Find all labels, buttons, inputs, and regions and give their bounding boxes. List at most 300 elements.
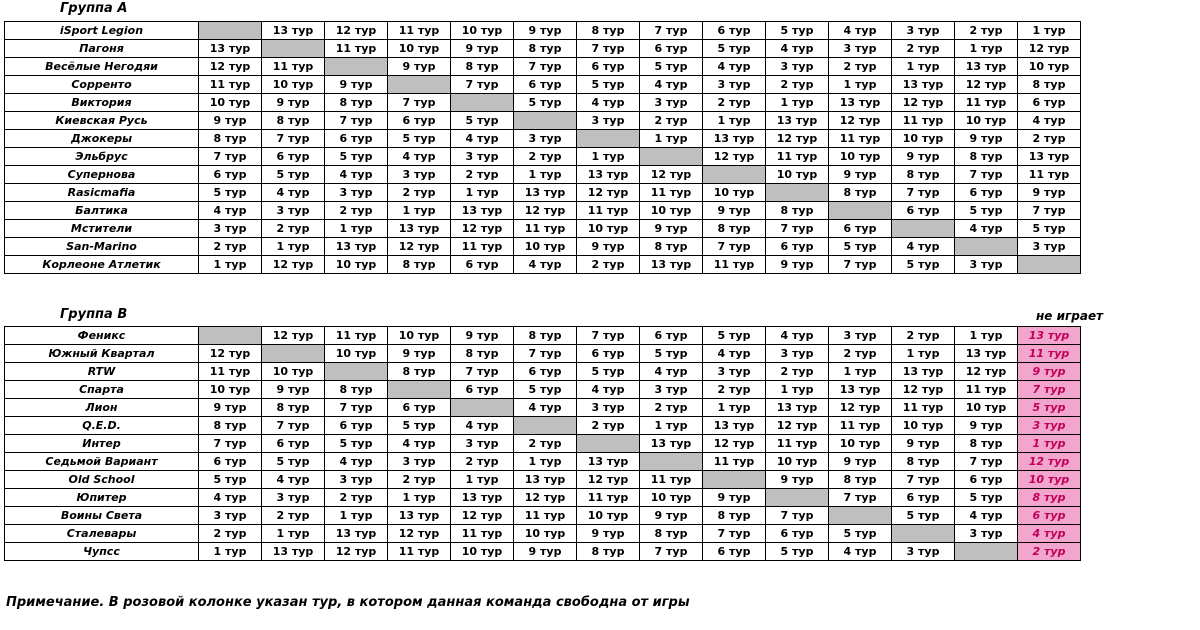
- round-cell: 11 тур: [388, 543, 451, 561]
- round-cell: 8 тур: [955, 435, 1018, 453]
- round-cell: 11 тур: [829, 417, 892, 435]
- round-cell: 8 тур: [703, 507, 766, 525]
- round-cell: 5 тур: [262, 166, 325, 184]
- round-cell: 2 тур: [325, 489, 388, 507]
- round-cell: 1 тур: [325, 220, 388, 238]
- round-cell: 8 тур: [514, 327, 577, 345]
- round-cell: 1 тур: [451, 471, 514, 489]
- round-cell: 10 тур: [577, 220, 640, 238]
- round-cell: 6 тур: [892, 202, 955, 220]
- round-cell: 13 тур: [829, 94, 892, 112]
- self-match-cell: [514, 112, 577, 130]
- round-cell: 11 тур: [199, 363, 262, 381]
- round-cell: 1 тур: [262, 238, 325, 256]
- round-cell: 10 тур: [577, 507, 640, 525]
- round-cell: 5 тур: [577, 363, 640, 381]
- team-name: Лион: [5, 399, 199, 417]
- round-cell: 4 тур: [325, 453, 388, 471]
- round-cell: 10 тур: [325, 345, 388, 363]
- table-row: [5, 345, 1081, 363]
- round-cell: 8 тур: [451, 58, 514, 76]
- round-cell: 9 тур: [829, 166, 892, 184]
- round-cell: 3 тур: [703, 363, 766, 381]
- table-row: [5, 76, 1081, 94]
- team-name: Old School: [5, 471, 199, 489]
- round-cell: 1 тур: [199, 256, 262, 274]
- round-cell: 9 тур: [955, 130, 1018, 148]
- round-cell: 5 тур: [955, 202, 1018, 220]
- round-cell: 12 тур: [451, 507, 514, 525]
- round-cell: 11 тур: [325, 327, 388, 345]
- round-cell: 11 тур: [577, 202, 640, 220]
- round-cell: 8 тур: [640, 525, 703, 543]
- team-name: Киевская Русь: [5, 112, 199, 130]
- round-cell: 2 тур: [829, 58, 892, 76]
- round-cell: 4 тур: [577, 94, 640, 112]
- round-cell: 3 тур: [1018, 238, 1081, 256]
- round-cell: 13 тур: [199, 40, 262, 58]
- round-cell: 1 тур: [640, 130, 703, 148]
- round-cell: 11 тур: [955, 94, 1018, 112]
- round-cell: 3 тур: [388, 453, 451, 471]
- round-cell: 7 тур: [514, 58, 577, 76]
- round-cell: 1 тур: [577, 148, 640, 166]
- round-cell: 1 тур: [388, 489, 451, 507]
- round-cell: 6 тур: [577, 345, 640, 363]
- round-cell: 8 тур: [262, 399, 325, 417]
- round-cell: 7 тур: [955, 453, 1018, 471]
- round-cell: 8 тур: [577, 543, 640, 561]
- round-cell: 11 тур: [766, 148, 829, 166]
- round-cell: 10 тур: [199, 94, 262, 112]
- table-row: [5, 543, 1081, 561]
- team-name: Спарта: [5, 381, 199, 399]
- round-cell: 3 тур: [199, 507, 262, 525]
- round-cell: 13 тур: [262, 22, 325, 40]
- round-cell: 12 тур: [640, 166, 703, 184]
- self-match-cell: [892, 525, 955, 543]
- bye-round-cell: 4 тур: [1018, 525, 1081, 543]
- self-match-cell: [1018, 256, 1081, 274]
- round-cell: 6 тур: [640, 40, 703, 58]
- table-row: [5, 471, 1081, 489]
- round-cell: 8 тур: [892, 453, 955, 471]
- round-cell: 2 тур: [640, 399, 703, 417]
- round-cell: 9 тур: [640, 507, 703, 525]
- round-cell: 11 тур: [451, 525, 514, 543]
- self-match-cell: [199, 327, 262, 345]
- round-cell: 5 тур: [1018, 220, 1081, 238]
- round-cell: 2 тур: [577, 417, 640, 435]
- round-cell: 9 тур: [451, 40, 514, 58]
- round-cell: 9 тур: [388, 345, 451, 363]
- round-cell: 12 тур: [577, 471, 640, 489]
- round-cell: 8 тур: [325, 381, 388, 399]
- round-cell: 8 тур: [451, 345, 514, 363]
- round-cell: 10 тур: [892, 130, 955, 148]
- round-cell: 10 тур: [829, 435, 892, 453]
- group-a-title: Группа А: [60, 1, 128, 16]
- round-cell: 4 тур: [451, 417, 514, 435]
- round-cell: 10 тур: [388, 40, 451, 58]
- bye-round-cell: 1 тур: [1018, 435, 1081, 453]
- round-cell: 10 тур: [892, 417, 955, 435]
- round-cell: 8 тур: [514, 40, 577, 58]
- round-cell: 4 тур: [577, 381, 640, 399]
- round-cell: 2 тур: [262, 220, 325, 238]
- round-cell: 7 тур: [577, 327, 640, 345]
- round-cell: 8 тур: [829, 471, 892, 489]
- self-match-cell: [451, 399, 514, 417]
- round-cell: 4 тур: [892, 238, 955, 256]
- round-cell: 11 тур: [451, 238, 514, 256]
- round-cell: 10 тур: [262, 76, 325, 94]
- round-cell: 11 тур: [703, 256, 766, 274]
- round-cell: 2 тур: [703, 381, 766, 399]
- round-cell: 11 тур: [640, 471, 703, 489]
- round-cell: 13 тур: [388, 507, 451, 525]
- round-cell: 13 тур: [514, 471, 577, 489]
- round-cell: 9 тур: [703, 489, 766, 507]
- round-cell: 7 тур: [199, 148, 262, 166]
- round-cell: 4 тур: [829, 543, 892, 561]
- self-match-cell: [640, 453, 703, 471]
- round-cell: 1 тур: [766, 94, 829, 112]
- round-cell: 6 тур: [262, 435, 325, 453]
- round-cell: 11 тур: [829, 130, 892, 148]
- round-cell: 13 тур: [955, 58, 1018, 76]
- round-cell: 2 тур: [955, 22, 1018, 40]
- round-cell: 12 тур: [829, 399, 892, 417]
- round-cell: 5 тур: [577, 76, 640, 94]
- round-cell: 4 тур: [514, 256, 577, 274]
- round-cell: 7 тур: [766, 220, 829, 238]
- round-cell: 13 тур: [766, 399, 829, 417]
- round-cell: 4 тур: [325, 166, 388, 184]
- team-name: Виктория: [5, 94, 199, 112]
- round-cell: 5 тур: [892, 507, 955, 525]
- table-row: [5, 166, 1081, 184]
- round-cell: 1 тур: [640, 417, 703, 435]
- round-cell: 13 тур: [955, 345, 1018, 363]
- round-cell: 4 тур: [199, 202, 262, 220]
- round-cell: 11 тур: [703, 453, 766, 471]
- team-name: Пагоня: [5, 40, 199, 58]
- team-name: Чупсс: [5, 543, 199, 561]
- round-cell: 5 тур: [388, 130, 451, 148]
- table-row: [5, 417, 1081, 435]
- round-cell: 4 тур: [703, 58, 766, 76]
- team-name: Юпитер: [5, 489, 199, 507]
- round-cell: 2 тур: [640, 112, 703, 130]
- round-cell: 13 тур: [892, 76, 955, 94]
- table-row: [5, 256, 1081, 274]
- round-cell: 2 тур: [703, 94, 766, 112]
- round-cell: 9 тур: [640, 220, 703, 238]
- round-cell: 12 тур: [388, 238, 451, 256]
- self-match-cell: [577, 130, 640, 148]
- round-cell: 13 тур: [640, 435, 703, 453]
- round-cell: 8 тур: [766, 202, 829, 220]
- round-cell: 2 тур: [892, 327, 955, 345]
- table-row: [5, 22, 1081, 40]
- self-match-cell: [325, 363, 388, 381]
- round-cell: 4 тур: [388, 435, 451, 453]
- round-cell: 3 тур: [451, 148, 514, 166]
- round-cell: 12 тур: [829, 112, 892, 130]
- round-cell: 7 тур: [325, 399, 388, 417]
- round-cell: 13 тур: [640, 256, 703, 274]
- round-cell: 6 тур: [388, 112, 451, 130]
- round-cell: 7 тур: [577, 40, 640, 58]
- round-cell: 4 тур: [640, 76, 703, 94]
- round-cell: 1 тур: [451, 184, 514, 202]
- round-cell: 5 тур: [640, 345, 703, 363]
- round-cell: 11 тур: [325, 40, 388, 58]
- round-cell: 9 тур: [955, 417, 1018, 435]
- round-cell: 3 тур: [262, 202, 325, 220]
- round-cell: 3 тур: [892, 22, 955, 40]
- round-cell: 10 тур: [514, 525, 577, 543]
- round-cell: 1 тур: [829, 363, 892, 381]
- round-cell: 11 тур: [1018, 166, 1081, 184]
- team-name: Балтика: [5, 202, 199, 220]
- team-name: Джокеры: [5, 130, 199, 148]
- round-cell: 11 тур: [577, 489, 640, 507]
- round-cell: 2 тур: [262, 507, 325, 525]
- round-cell: 5 тур: [514, 94, 577, 112]
- round-cell: 10 тур: [640, 202, 703, 220]
- round-cell: 3 тур: [262, 489, 325, 507]
- round-cell: 7 тур: [325, 112, 388, 130]
- round-cell: 5 тур: [199, 184, 262, 202]
- round-cell: 7 тур: [892, 184, 955, 202]
- round-cell: 13 тур: [766, 112, 829, 130]
- round-cell: 13 тур: [514, 184, 577, 202]
- round-cell: 2 тур: [829, 345, 892, 363]
- round-cell: 10 тур: [829, 148, 892, 166]
- round-cell: 3 тур: [829, 327, 892, 345]
- round-cell: 9 тур: [703, 202, 766, 220]
- round-cell: 12 тур: [703, 435, 766, 453]
- round-cell: 10 тур: [766, 166, 829, 184]
- round-cell: 7 тур: [829, 256, 892, 274]
- round-cell: 5 тур: [325, 435, 388, 453]
- self-match-cell: [388, 76, 451, 94]
- round-cell: 12 тур: [325, 22, 388, 40]
- round-cell: 9 тур: [892, 435, 955, 453]
- round-cell: 5 тур: [514, 381, 577, 399]
- round-cell: 10 тур: [1018, 58, 1081, 76]
- round-cell: 9 тур: [451, 327, 514, 345]
- round-cell: 4 тур: [703, 345, 766, 363]
- round-cell: 3 тур: [514, 130, 577, 148]
- round-cell: 10 тур: [199, 381, 262, 399]
- round-cell: 10 тур: [514, 238, 577, 256]
- self-match-cell: [829, 202, 892, 220]
- round-cell: 10 тур: [640, 489, 703, 507]
- round-cell: 3 тур: [388, 166, 451, 184]
- round-cell: 6 тур: [955, 184, 1018, 202]
- round-cell: 2 тур: [1018, 130, 1081, 148]
- round-cell: 12 тур: [955, 76, 1018, 94]
- round-cell: 5 тур: [955, 489, 1018, 507]
- table-row: [5, 507, 1081, 525]
- footnote: Примечание. В розовой колонке указан тур, в котором данная команда свободна от игры: [6, 595, 690, 610]
- round-cell: 9 тур: [766, 256, 829, 274]
- round-cell: 2 тур: [451, 453, 514, 471]
- round-cell: 12 тур: [451, 220, 514, 238]
- round-cell: 3 тур: [955, 256, 1018, 274]
- self-match-cell: [703, 166, 766, 184]
- table-row: [5, 399, 1081, 417]
- team-name: Весёлые Негодяи: [5, 58, 199, 76]
- round-cell: 12 тур: [199, 58, 262, 76]
- round-cell: 13 тур: [703, 417, 766, 435]
- bye-round-cell: 2 тур: [1018, 543, 1081, 561]
- group-a-table: [4, 21, 1081, 274]
- round-cell: 11 тур: [199, 76, 262, 94]
- round-cell: 3 тур: [577, 112, 640, 130]
- round-cell: 12 тур: [1018, 40, 1081, 58]
- round-cell: 9 тур: [577, 238, 640, 256]
- table-row: [5, 435, 1081, 453]
- round-cell: 2 тур: [766, 363, 829, 381]
- table-row: [5, 489, 1081, 507]
- self-match-cell: [451, 94, 514, 112]
- round-cell: 1 тур: [955, 40, 1018, 58]
- round-cell: 6 тур: [577, 58, 640, 76]
- self-match-cell: [388, 381, 451, 399]
- table-row: [5, 130, 1081, 148]
- round-cell: 11 тур: [388, 22, 451, 40]
- round-cell: 1 тур: [1018, 22, 1081, 40]
- round-cell: 9 тур: [388, 58, 451, 76]
- round-cell: 1 тур: [892, 58, 955, 76]
- round-cell: 3 тур: [703, 76, 766, 94]
- round-cell: 13 тур: [325, 238, 388, 256]
- table-row: [5, 148, 1081, 166]
- self-match-cell: [955, 543, 1018, 561]
- round-cell: 7 тур: [388, 94, 451, 112]
- round-cell: 2 тур: [199, 238, 262, 256]
- round-cell: 8 тур: [703, 220, 766, 238]
- round-cell: 13 тур: [577, 453, 640, 471]
- team-name: Феникс: [5, 327, 199, 345]
- round-cell: 8 тур: [1018, 76, 1081, 94]
- round-cell: 1 тур: [766, 381, 829, 399]
- bye-round-cell: 8 тур: [1018, 489, 1081, 507]
- round-cell: 6 тур: [325, 417, 388, 435]
- round-cell: 11 тур: [514, 507, 577, 525]
- team-name: Соррентo: [5, 76, 199, 94]
- round-cell: 4 тур: [640, 363, 703, 381]
- round-cell: 4 тур: [388, 148, 451, 166]
- round-cell: 3 тур: [766, 58, 829, 76]
- round-cell: 2 тур: [451, 166, 514, 184]
- team-name: Эльбрус: [5, 148, 199, 166]
- round-cell: 9 тур: [514, 543, 577, 561]
- table-row: [5, 525, 1081, 543]
- round-cell: 5 тур: [451, 112, 514, 130]
- table-row: [5, 363, 1081, 381]
- round-cell: 12 тур: [514, 202, 577, 220]
- round-cell: 2 тур: [514, 435, 577, 453]
- round-cell: 6 тур: [451, 381, 514, 399]
- round-cell: 12 тур: [577, 184, 640, 202]
- round-cell: 6 тур: [262, 148, 325, 166]
- round-cell: 8 тур: [388, 256, 451, 274]
- round-cell: 5 тур: [703, 327, 766, 345]
- round-cell: 3 тур: [451, 435, 514, 453]
- round-cell: 12 тур: [955, 363, 1018, 381]
- round-cell: 9 тур: [892, 148, 955, 166]
- round-cell: 3 тур: [577, 399, 640, 417]
- round-cell: 5 тур: [640, 58, 703, 76]
- round-cell: 4 тур: [514, 399, 577, 417]
- round-cell: 3 тур: [325, 471, 388, 489]
- group-b-table: [4, 326, 1081, 561]
- round-cell: 1 тур: [262, 525, 325, 543]
- round-cell: 12 тур: [892, 381, 955, 399]
- self-match-cell: [262, 40, 325, 58]
- round-cell: 2 тур: [388, 184, 451, 202]
- round-cell: 2 тур: [514, 148, 577, 166]
- self-match-cell: [640, 148, 703, 166]
- round-cell: 9 тур: [577, 525, 640, 543]
- table-row: [5, 202, 1081, 220]
- round-cell: 6 тур: [829, 220, 892, 238]
- table-row: [5, 94, 1081, 112]
- round-cell: 5 тур: [388, 417, 451, 435]
- self-match-cell: [892, 220, 955, 238]
- round-cell: 7 тур: [955, 166, 1018, 184]
- round-cell: 13 тур: [325, 525, 388, 543]
- round-cell: 12 тур: [892, 94, 955, 112]
- round-cell: 7 тур: [640, 22, 703, 40]
- round-cell: 10 тур: [766, 453, 829, 471]
- round-cell: 3 тур: [199, 220, 262, 238]
- round-cell: 9 тур: [199, 399, 262, 417]
- round-cell: 2 тур: [325, 202, 388, 220]
- round-cell: 4 тур: [955, 220, 1018, 238]
- round-cell: 8 тур: [892, 166, 955, 184]
- round-cell: 3 тур: [640, 94, 703, 112]
- round-cell: 8 тур: [325, 94, 388, 112]
- round-cell: 3 тур: [766, 345, 829, 363]
- bye-round-cell: 6 тур: [1018, 507, 1081, 525]
- self-match-cell: [199, 22, 262, 40]
- round-cell: 1 тур: [388, 202, 451, 220]
- round-cell: 4 тур: [199, 489, 262, 507]
- round-cell: 1 тур: [892, 345, 955, 363]
- table-row: [5, 112, 1081, 130]
- round-cell: 7 тур: [703, 238, 766, 256]
- round-cell: 5 тур: [766, 543, 829, 561]
- round-cell: 6 тур: [640, 327, 703, 345]
- round-cell: 3 тур: [640, 381, 703, 399]
- round-cell: 10 тур: [703, 184, 766, 202]
- self-match-cell: [514, 417, 577, 435]
- self-match-cell: [577, 435, 640, 453]
- bye-round-cell: 10 тур: [1018, 471, 1081, 489]
- round-cell: 13 тур: [451, 489, 514, 507]
- round-cell: 6 тур: [766, 525, 829, 543]
- bye-round-cell: 5 тур: [1018, 399, 1081, 417]
- round-cell: 1 тур: [829, 76, 892, 94]
- round-cell: 1 тур: [955, 327, 1018, 345]
- round-cell: 12 тур: [766, 417, 829, 435]
